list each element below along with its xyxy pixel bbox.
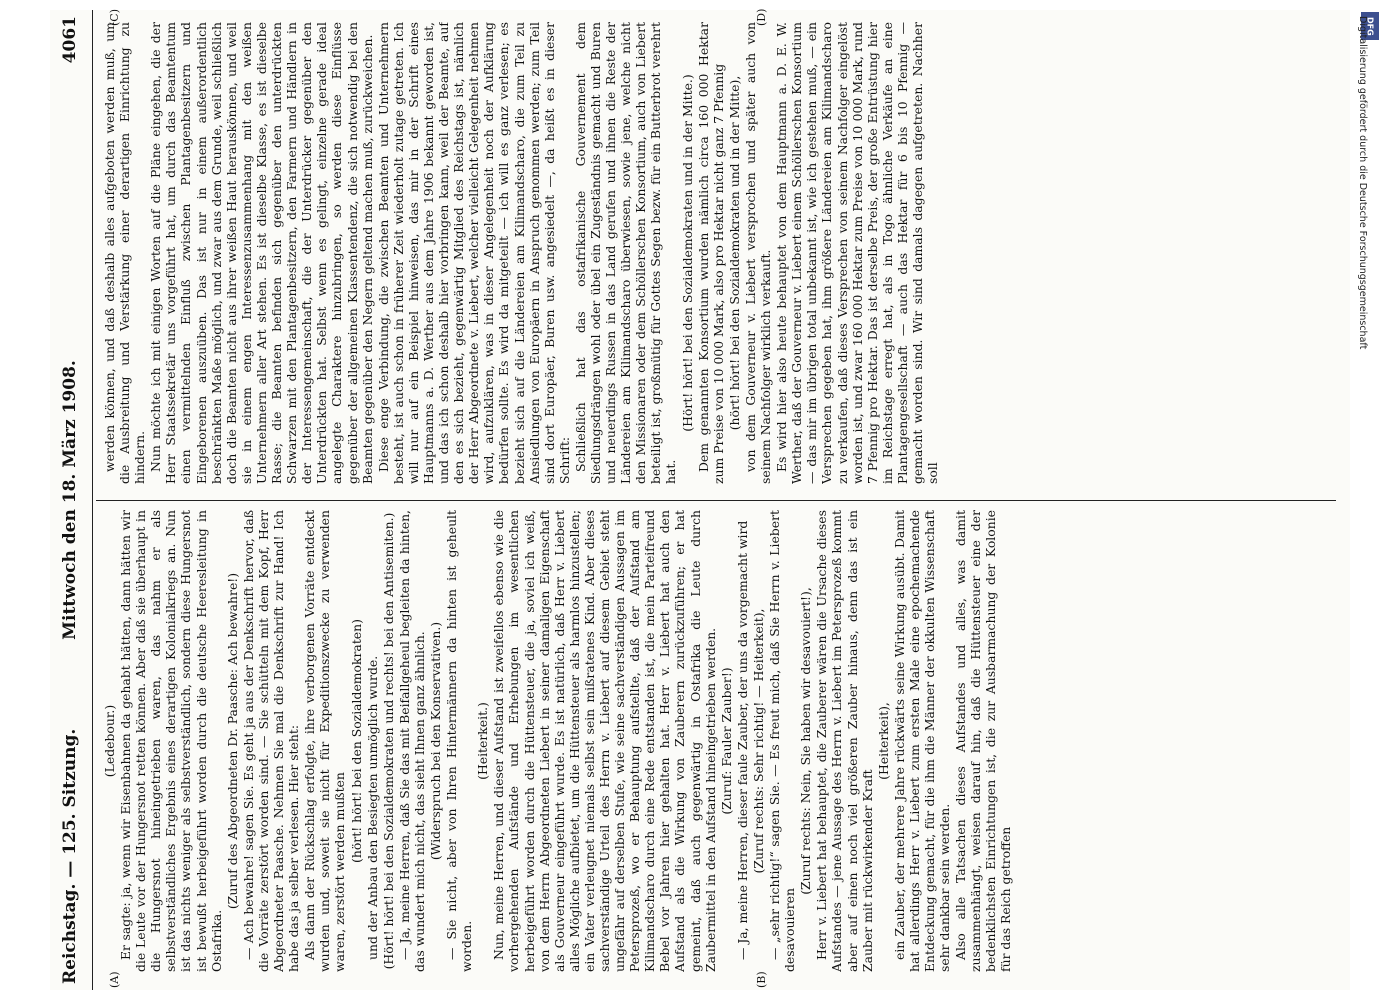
paragraph: (hört! hört! bei den Sozialdemokraten) (348, 619, 364, 863)
header-date: Mittwoch den 18. März 1908. (60, 360, 80, 640)
paragraph: Nun, meine Herren, und dieser Aufstand ist zweifellos ebenso wie die vorhergehenden Aufstände und Erhebungen im wesentlichen herbeigeführt worden durch die Hüttensteuer, die ja, soviel ich weiß, von dem Herrn Abgeordneten Liebert in seiner damaligen Eigenschaft als Gouverneur eingeführt wurde. Es ist natürlich, daß Herr v. Liebert alles Mögliche aufbietet, um die Hüttensteuer als harmlos hinzustellen; ein Vater verleugnet niemals selbst sein mißratenes Kind. Aber dieses sachverständige Urteil des Herrn v. Liebert auf diesem Gebiet steht ungefähr auf derselben Stufe, wie seine sachverständigen Aussagen im Petersprozeß, wo er Behauptung aufstellte, daß der Aufstand am Kilimandscharo durch eine Rede entstanden ist, die mein Parteifreund Bebel vor Jahren hier gehalten hat. Herr v. Liebert hat auch den Aufstand als die Wirkung von Zauberern zurückzuführen; er hat gemeint, daß auch gegenwärtig in Ostafrika die Leute durch Zaubermittel in den Aufstand hineingetrieben werden. (491, 510, 718, 972)
paragraph: (Hört! hört! bei den Sozialdemokraten und in der Mitte.) (679, 74, 695, 432)
paragraph: Nun möchte ich mit einigen Worten auf die Pläne eingehen, die der Herr Staatssekretär uns vorgeführt hat, um durch das Beamtentum einen vermittelnden Einfluß zwischen Plantagenbesitzern und Eingeborenen auszuüben. Das ist nur in einem außerordentlich beschränkten Maße möglich, und zwar aus dem Grunde, weil schließlich doch die Beamten nicht aus ihrer weißen Haut herauskönnen, und weil sie in einem engen Interessenzusammenhang mit den weißen Unternehmern aller Art stehen. Es ist dieselbe Klasse, es ist dieselbe Rasse; die Beamten befinden sich gegenüber den unterdrückten Schwarzen mit den Plantagenbesitzern, den Farmern und Händlern in der Interessengemeinschaft, die der Unterdrücker gegenüber den Unterdrückten hat. Selbst wenn es gelingt, einzelne gerade ideal angelegte Charaktere hinzubringen, so werden diese Einflüsse gegenüber der allgemeinen Klassentendenz, die sich notwendig bei den Beamten gegenüber den Negern geltend machen muß, zurückweichen. (148, 22, 375, 484)
page-header (50, 10, 90, 990)
paragraph: Schließlich hat das ostafrikanische Gouvernement dem Siedlungsdrängen wohl oder übel ein Zugeständnis gemacht und Buren und neuerdings Russen in das Land gerufen und ihnen die Reste der Ländereien am Kilimandscharo überwiesen, sowie jene, welche nicht den Missionaren oder dem Schöllerschen Konsortium, auch von Liebert beteiligt ist, großmütig für Gottes Segen bezw. für ein Butterbrot verehrt hat. (572, 22, 679, 484)
paragraph: (Zuruf: Fauler Zauber!) (718, 667, 734, 815)
paragraph: (Widerspruch bei den Konservativen.) (427, 621, 443, 861)
paragraph: (Zuruf rechts: Nein, Sie haben wir desavouiert!), (798, 587, 814, 895)
right-column (102, 22, 1338, 484)
paragraph: von dem Gouverneur v. Liebert versprochen und später auch von seinem Nachfolger wirklich verkauft. (742, 22, 774, 484)
paragraph: Dem genannten Konsortium wurden nämlich circa 160 000 Hektar zum Preise von 10 000 Mark, also pro Hektar nicht ganz 7 Pfennig (695, 22, 726, 484)
paragraph: Herr v. Liebert hat behauptet, die Zauberer wären die Ursache dieses Aufstandes — jene Aussage des Herrn v. Liebert im Petersprozeß kommt aber auf einen noch viel größeren Zauber hinaus, denn das ist ein Zauber mit rückwirkender Kraft (814, 510, 875, 972)
header-session: Reichstag. — 125. Sitzung. (60, 728, 80, 984)
paragraph: Er sagte: ja, wenn wir Eisenbahnen da gehabt hätten, dann hätten wir die Leute vor der Hungersnot retten können. Aber daß sie überhaupt in die Hungersnot hineingetrieben waren, das nahm er als selbstverständliches Ergebnis eines derartigen Kolonialkriegs an. Nun ist das nichts weniger als selbstverständlich, sondern diese Hungersnot ist bewußt herbeigeführt worden durch die deutsche Heeresleitung in Ostafrika. (118, 510, 224, 972)
margin-marker-a: (A) (108, 971, 121, 988)
paragraph: — Ja, meine Herren, dieser faule Zauber, der uns da vorgemacht wird (734, 520, 750, 960)
paragraph: ein Zauber, der mehrere Jahre rückwärts seine Wirkung ausübt. Damit hat allerdings Herr v. Liebert zum ersten Male eine epochemachende Entdeckung gemacht, für die ihm die Männer der okkulten Wissenschaft sehr dankbar sein werden. (891, 510, 953, 972)
paragraph: (Zuruf rechts: Sehr richtig! — Heiterkeit), (750, 608, 766, 874)
margin-marker-c: (C) (108, 9, 121, 26)
header-rule (92, 10, 93, 990)
paragraph: — Ja, meine Herren, daß Sie das mit Beifallgeheul begleiten da hinten, das wundert mich nicht, das sieht Ihnen ganz ähnlich. (396, 510, 427, 972)
header-page-number: 4061 (60, 16, 80, 64)
newspaper-page (50, 10, 1350, 990)
paragraph: — Sie nicht, aber von Ihren Hintermännern da hinten ist geheult worden. (444, 510, 475, 972)
paragraph: Als dann der Rückschlag erfolgte, ihre verborgenen Vorräte entdeckt wurden und, soweit sie nicht für Expeditionszwecke zu verwenden waren, zerstört werden mußten (302, 510, 348, 972)
paragraph: (Hört! hört! bei den Sozialdemokraten und rechts! bei den Antisemiten.) (380, 512, 396, 970)
dfg-logo-icon: DFG (1361, 12, 1379, 40)
paragraph: (Zuruf des Abgeordneten Dr. Paasche: Ach bewahre!) (224, 572, 240, 910)
column-divider (96, 500, 1336, 501)
paragraph: Es wird hier also heute behauptet von dem Hauptmann a. D. E. W. Werther, daß der Gouverneur v. Liebert einem Schöllerschen Konsortium — das mir im übrigen total unbekannt ist, wie ich gestehen muß, — ein Versprechen gegeben hat, ihm größere Ländereien am Kilimandscharo zu verkaufen, daß dieses Versprechen von seinem Nachfolger eingelöst worden ist, und zwar 160 000 Hektar zum Preise von 10 000 Mark, rund 7 Pfennig pro Hektar. Das ist derselbe Preis, der große Entrüstung hier im Reichstage erregt hat, als in Togo ähnliche Verkäufe an eine Plantagengesellschaft — auch das Hektar für 6 bis 10 Pfennig — gemacht worden sind. Wir sind damals dagegen aufgetreten. Nachher soll (774, 22, 941, 484)
paragraph: Also alle Tatsachen dieses Aufstandes und alles, was damit zusammenhängt, weisen darauf hin, daß die Hüttensteuer eine der bedenklichsten Einrichtungen ist, die zur Ausbarmachung der Kolonie für das Reich getroffen (953, 510, 1014, 972)
paragraph: (Heiterkeit), (875, 702, 891, 780)
paragraph: (Ledebour.) (102, 704, 117, 778)
paragraph: und der Anbau den Besiegten unmöglich wurde. (364, 655, 380, 960)
paragraph: (Heiterkeit.) (475, 702, 491, 780)
paragraph: — Ach bewahre! sagen Sie. Es geht ja aus der Denkschrift hervor, daß die Vorräte zerstört worden sind. — Sie schütteln mit dem Kopf, Herr Abgeordneter Paasche. Nehmen Sie mal die Denkschrift zur Hand! Ich habe das ja selber verlesen. Hier steht: (240, 510, 302, 972)
margin-marker-b: (B) (755, 971, 768, 988)
paragraph: werden können, und daß deshalb alles aufgeboten werden muß, um die Ausbreitung und Verstärkung einer derartigen Einrichtung zu hindern. (102, 22, 148, 484)
paragraph: Diese enge Verbindung, die zwischen Beamten und Unternehmern besteht, ist auch schon in früherer Zeit wiederholt zutage getreten. Ich will nur auf ein Beispiel hinweisen, das mir in der Schrift eines Hauptmanns a. D. Werther aus dem Jahre 1906 bekannt geworden ist, und das ich schon deshalb hier vorbringen kann, weil der Beamte, auf den es sich bezieht, gegenwärtig Mitglied des Reichstags ist, nämlich der Herr Abgeordnete v. Liebert, welcher vielleicht Gelegenheit nehmen wird, aufzuklären, was in dieser Angelegenheit noch der Aufklärung bedürfen sollte. Es wird da mitgeteilt — ich will es ganz verlesen; es bezieht sich auf die Ländereien am Kilimandscharo, die zum Teil zu Ansiedlungen von Europäern in Anspruch genommen werden; zum Teil sind dort Europäer, Buren usw. angesiedelt —, da heißt es in dieser Schrift: (375, 22, 572, 484)
digitization-credit: Digitalisierung gefördert durch die Deutsche Forschungsgemeinschaft (1357, 16, 1368, 350)
margin-marker-d: (D) (755, 8, 768, 26)
paragraph: — „sehr richtig!“ sagen Sie. — Es freut mich, daß Sie Herrn v. Liebert desavouieren (767, 510, 798, 972)
left-column (102, 510, 1338, 972)
paragraph: (hört! hört! bei den Sozialdemokraten und in der Mitte), (726, 75, 742, 431)
